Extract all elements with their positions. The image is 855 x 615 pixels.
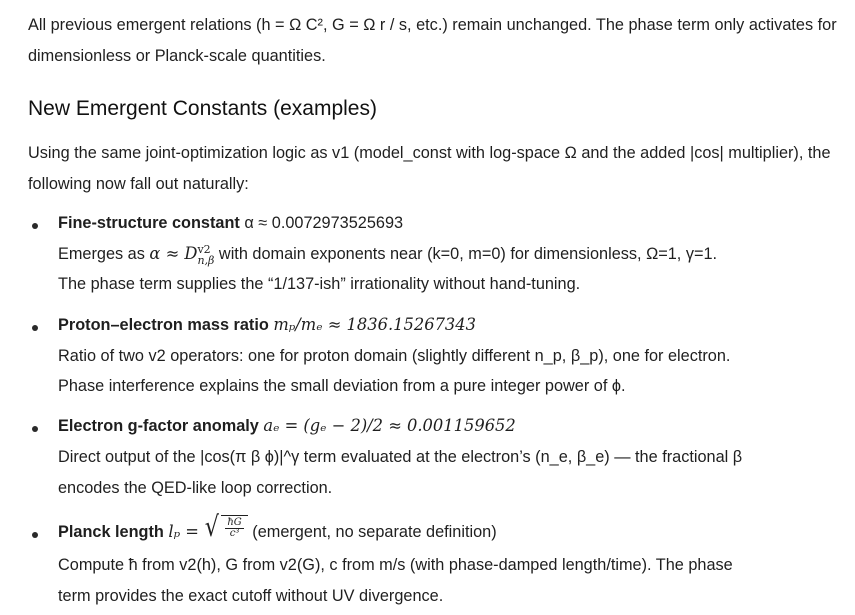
math-sub: n,β xyxy=(197,253,215,267)
fraction-numerator: ħG xyxy=(227,517,242,529)
section-heading: New Emergent Constants (examples) xyxy=(28,97,377,120)
square-root xyxy=(203,509,247,543)
item-title: Electron g-factor anomaly xyxy=(58,417,259,435)
bullet-dot xyxy=(32,532,38,538)
lead-paragraph: Using the same joint-optimization logic as v1 (model_const with log-space Ω and the added |cos| multiplier), the following now fall out naturally: xyxy=(28,144,831,193)
item-title-value: α ≈ 0.0072973525693 xyxy=(239,214,404,232)
item-title-line xyxy=(58,509,497,543)
item-title-line xyxy=(58,212,403,234)
item-title: Planck length xyxy=(58,523,164,541)
item-line-1: Direct output of the |cos(π β ϕ)|^γ term evaluated at the electron’s (n_e, β_e) — the fractional β xyxy=(58,448,743,466)
item-line-2: term provides the exact cutoff without UV divergence. xyxy=(58,587,444,605)
item-title-line xyxy=(58,415,516,437)
item-line-1: Ratio of two v2 operators: one for proton domain (slightly different n_p, β_p), one for electron. xyxy=(58,347,731,365)
bullet-dot xyxy=(32,426,38,432)
math-alpha: α ≈ D xyxy=(149,244,198,263)
math-lhs: lₚ = xyxy=(168,522,199,541)
fraction-denominator: c³ xyxy=(229,528,240,540)
radical-sign: √ xyxy=(205,509,220,543)
item-title: Fine-structure constant xyxy=(58,214,240,232)
math-expression: mₚ/mₑ ≈ 1836.15267343 xyxy=(273,315,477,334)
fraction xyxy=(225,518,243,539)
math-sup: v2 xyxy=(197,242,211,256)
text-fragment: with domain exponents near (k=0, m=0) for dimensionless, Ω=1, γ=1. xyxy=(214,245,718,263)
item-line-2: encodes the QED-like loop correction. xyxy=(58,479,333,497)
item-line-2: Phase interference explains the small deviation from a pure integer power of ϕ. xyxy=(58,377,626,395)
bullet-dot xyxy=(32,325,38,331)
item-title: Proton–electron mass ratio xyxy=(58,316,269,334)
item-title-suffix: (emergent, no separate definition) xyxy=(247,523,497,541)
item-line-1: Compute ħ from v2(h), G from v2(G), c from m/s (with phase-damped length/time). The phase xyxy=(58,556,733,574)
intro-paragraph: All previous emergent relations (h = Ω C², G = Ω r / s, etc.) remain unchanged. The phase term only activates for dimensionless or Planck-scale quantities. xyxy=(28,16,837,65)
text-fragment: Emerges as xyxy=(58,245,150,263)
radicand xyxy=(221,515,247,542)
item-title-line xyxy=(58,314,476,336)
math-expression: aₑ = (gₑ − 2)/2 ≈ 0.001159652 xyxy=(263,416,516,435)
item-line-1 xyxy=(58,243,717,266)
item-line-2: The phase term supplies the “1/137-ish” irrationality without hand-tuning. xyxy=(58,275,581,293)
bullet-dot xyxy=(32,223,38,229)
